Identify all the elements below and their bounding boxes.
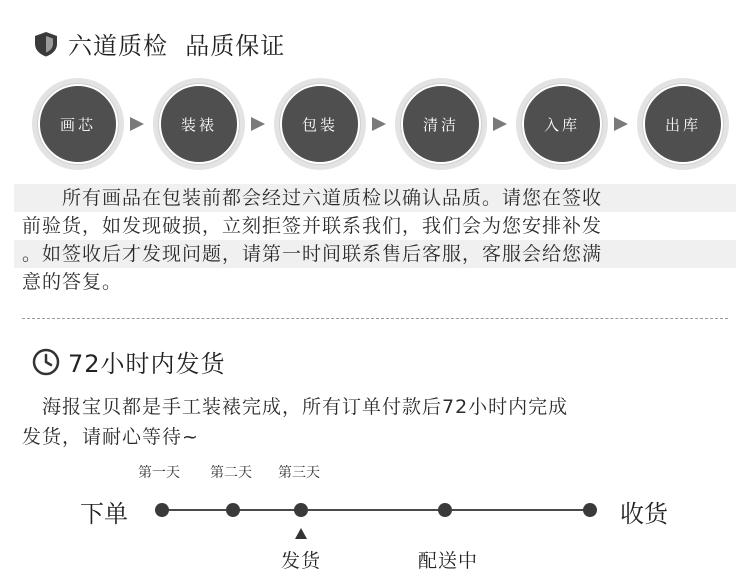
timeline-start-label: 下单 (80, 500, 128, 528)
text-line: 。如签收后才发现问题，请第一时间联系售后客服，客服会给您满 (22, 243, 603, 265)
step-cleaning (395, 78, 487, 170)
arrow-icon (614, 117, 628, 131)
section-divider (22, 318, 728, 319)
arrow-icon (493, 117, 507, 131)
text-line: 发货，请耐心等待~ (22, 426, 199, 448)
in-transit-label: 配送中 (418, 550, 479, 572)
day-two-label: 第二天 (210, 465, 252, 481)
step-label: 装裱 (159, 84, 239, 164)
day-one-label: 第一天 (138, 465, 180, 481)
shipping-title-text: 72小时内发货 (68, 350, 226, 378)
up-arrow-icon (295, 528, 307, 539)
timeline-end-label: 收货 (620, 500, 668, 528)
quality-title-text: 六道质检 品质保证 (68, 32, 286, 60)
shipping-description (22, 392, 728, 452)
day-three-label: 第三天 (278, 465, 320, 481)
timeline-dot (226, 503, 240, 517)
shield-icon (32, 30, 60, 58)
step-label: 画芯 (38, 84, 118, 164)
step-label: 出库 (643, 84, 723, 164)
text-line: 意的答复。 (22, 271, 123, 293)
text-line: 海报宝贝都是手工装裱完成，所有订单付款后72小时内完成 (22, 396, 569, 418)
timeline-dot (583, 503, 597, 517)
shipping-section-title (32, 344, 226, 379)
timeline-line (160, 509, 590, 511)
arrow-icon (251, 117, 265, 131)
text-line: 所有画品在包装前都会经过六道质检以确认品质。请您在签收 (22, 187, 603, 209)
text-line: 前验货，如发现破损，立刻拒签并联系我们，我们会为您安排补发 (22, 215, 603, 237)
timeline-dot (294, 503, 308, 517)
arrow-icon (372, 117, 386, 131)
step-mounting (153, 78, 245, 170)
step-label: 入库 (522, 84, 602, 164)
step-warehousing (516, 78, 608, 170)
quality-section-title (32, 26, 285, 61)
step-label: 清洁 (401, 84, 481, 164)
timeline-dot (438, 503, 452, 517)
step-outbound (637, 78, 729, 170)
arrow-icon (130, 117, 144, 131)
quality-description (22, 184, 728, 296)
ship-label: 发货 (281, 550, 322, 572)
clock-icon (32, 348, 60, 376)
timeline-dot (155, 503, 169, 517)
step-packaging (274, 78, 366, 170)
step-painting-core (32, 78, 124, 170)
step-label: 包装 (280, 84, 360, 164)
